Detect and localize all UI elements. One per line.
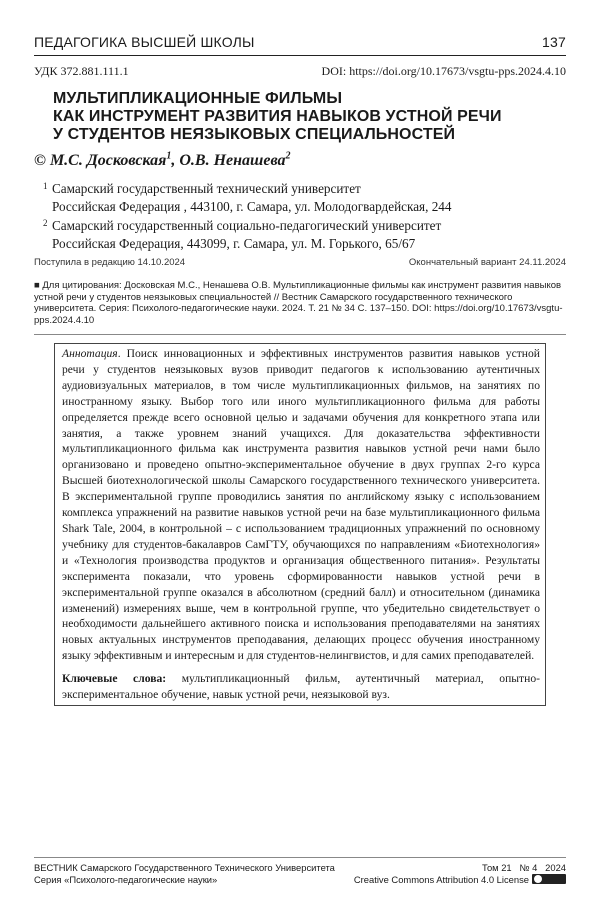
citation-divider bbox=[34, 334, 566, 335]
footer-series: Серия «Психолого-педагогические науки» bbox=[34, 874, 218, 885]
abstract-text: . Поиск инновационных и эффективных инструментов развития навыков устной речи у студентов неязыковых вузов приводит педагогов к использованию аутентичных аудиовизуальных материалов, в том числе мультипликационных фильмов, на занятиях по иностранному языку. Выбор того или иного мультипликационного фильма для работы определяется прежде всего основной целью и задачами обучения для конкретного этапа или занятия, а также уровнем знаний учащихся. Для доказательства эффективности мультипликационного фильма как инструмента развития навыков устной речи нами было организовано и проведено опытно-экспериментальное обучение в двух группах 2-го курса Высшей биотехнологической школы Самарского государственного технического университета. В экспериментальной группе проводились занятия по английскому языку с использованием комплекса упражнений на развитие навыков устной речи на базе мультипликационного фильма Shark Tale, 2004, в контрольной – с использованием традиционных упражнений по основному учебнику для студентов-бакалавров СамГТУ, обучающихся по направлениям «Биотехнология» и «Технология производства продуктов и организация общественного питания». Результаты эксперимента показали, что уровень сформированности навыков устной речи в экспериментальной группе оказался в абсолютном (средний балл) и относительном (динамика изменений) измерениях выше, чем в контрольной группе, что убедительно свидетельствует о необходимости дальнейшего активного поиска и использования преподавателями на занятиях новых актуальных инструментов преподавания, делающих процесс обучения иностранному языку эффективным и интересным и для студентов-нелингвистов, и для самих преподавателей. bbox=[62, 347, 540, 663]
page-number: 137 bbox=[542, 34, 566, 50]
keywords-label: Ключевые слова: bbox=[62, 672, 167, 685]
author-separator: , bbox=[171, 152, 180, 169]
abstract bbox=[62, 346, 540, 664]
footer-journal bbox=[34, 862, 335, 886]
udc-code: УДК 372.881.111.1 bbox=[34, 64, 129, 78]
affiliation-institution: Самарский государственный технический университет bbox=[52, 181, 361, 196]
footer-license: Creative Commons Attribution 4.0 License bbox=[353, 874, 529, 885]
keywords-text: мультипликационный фильм, аутентичный материал, опытно-экспериментальное обучение, навык устной речи, неязыковой вуз. bbox=[62, 672, 540, 701]
citation-block: ■ Для цитирования: Досковская М.С., Ненашева О.В. Мультипликационные фильмы как инструмент развития навыков устной речи у студентов неязыковых специальностей // Вестник Самарского государственного технического университета. Серия: Психолого-педагогические науки. 2024. Т. 21 № 34 С. 137–150. DOI: https://doi.org/10.17673/vsgtu-pps.2024.4.10 bbox=[34, 280, 563, 326]
footer-volume-issue: Том 21 № 4 2024 bbox=[481, 862, 566, 873]
affiliation-ref: 1 bbox=[166, 150, 172, 162]
doi-link[interactable]: DOI: https://doi.org/10.17673/vsgtu-pps.2024.4.10 bbox=[321, 64, 566, 78]
author-name: О.В. Ненашева bbox=[179, 152, 286, 169]
affiliation-address: Российская Федерация , 443100, г. Самара, ул. Молодогвардейская, 244 bbox=[52, 199, 452, 214]
affiliation-number: 2 bbox=[43, 218, 48, 228]
title-line: КАК ИНСТРУМЕНТ РАЗВИТИЯ НАВЫКОВ УСТНОЙ РЕЧИ bbox=[53, 108, 502, 125]
article-title bbox=[53, 90, 553, 144]
cc-by-icon bbox=[532, 874, 566, 884]
running-head bbox=[34, 34, 566, 50]
affiliation-ref: 2 bbox=[285, 150, 291, 162]
author-name: М.С. Досковская bbox=[49, 152, 167, 169]
affiliation bbox=[43, 217, 552, 253]
footer-divider bbox=[34, 857, 566, 858]
copyright-mark: © bbox=[34, 152, 50, 169]
keywords bbox=[62, 671, 540, 703]
affiliation-address: Российская Федерация, 443099, г. Самара, ул. М. Горького, 65/67 bbox=[52, 236, 416, 251]
affiliation-number: 1 bbox=[43, 181, 48, 191]
journal-section-title: ПЕДАГОГИКА ВЫСШЕЙ ШКОЛЫ bbox=[34, 34, 255, 50]
footer-issue bbox=[354, 862, 566, 886]
authors-line bbox=[34, 152, 291, 170]
affiliation bbox=[43, 180, 552, 216]
title-line: У СТУДЕНТОВ НЕЯЗЫКОВЫХ СПЕЦИАЛЬНОСТЕЙ bbox=[53, 126, 456, 143]
affiliation-institution: Самарский государственный социально-педагогический университет bbox=[52, 218, 442, 233]
abstract-label: Аннотация bbox=[62, 347, 118, 360]
final-version-date: Окончательный вариант 24.11.2024 bbox=[408, 257, 566, 268]
title-line: МУЛЬТИПЛИКАЦИОННЫЕ ФИЛЬМЫ bbox=[53, 90, 343, 107]
received-date: Поступила в редакцию 14.10.2024 bbox=[34, 257, 186, 268]
footer-journal-name: ВЕСТНИК Самарского Государственного Технического Университета bbox=[34, 862, 335, 873]
header-divider bbox=[34, 55, 566, 56]
